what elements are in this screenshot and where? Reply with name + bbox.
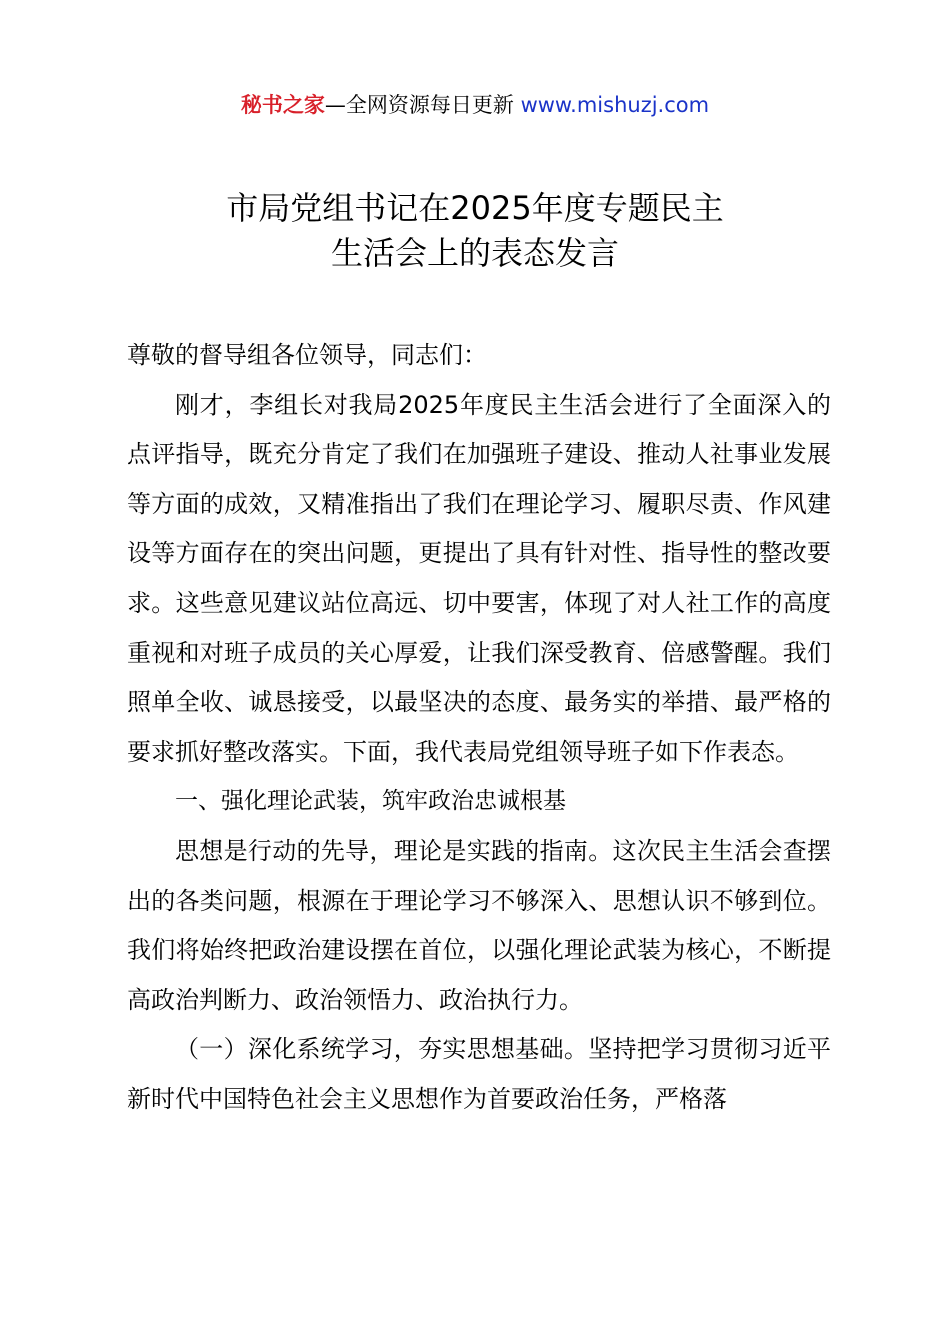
salutation: 尊敬的督导组各位领导，同志们： xyxy=(127,341,487,369)
title-line-1: 市局党组书记在2025年度专题民主 xyxy=(226,189,724,227)
document-title xyxy=(0,186,950,276)
section-heading-1: 一、强化理论武装，筑牢政治忠诚根基 xyxy=(175,788,566,815)
title-line-2: 生活会上的表态发言 xyxy=(330,234,619,272)
site-url-link[interactable]: www.mishuzj.com xyxy=(520,93,710,117)
paragraph-opening: 刚才，李组长对我局2025年度民主生活会进行了全面深入的点评指导，既充分肯定了我们在加强班子建设、推动人社事业发展等方面的成效，又精准指出了我们在理论学习、履职尽责、作风建设等方面存在的突出问题，更提出了具有针对性、指导性的整改要求。这些意见建议站位高远、切中要害，体现了对人社工作的高度重视和对班子成员的关心厚爱，让我们深受教育、倍感警醒。我们照单全收、诚恳接受，以最坚决的态度、最务实的举措、最严格的要求抓好整改落实。下面，我代表局党组领导班子如下作表态。 xyxy=(127,390,831,766)
document-body xyxy=(127,331,831,1125)
paragraph-section-1-intro: 思想是行动的先导，理论是实践的指南。这次民主生活会查摆出的各类问题，根源在于理论学习不够深入、思想认识不够到位。我们将始终把政治建设摆在首位，以强化理论武装为核心，不断提高政治判断力、政治领悟力、政治执行力。 xyxy=(127,836,831,1014)
paragraph-subsection-1: （一）深化系统学习，夯实思想基础。坚持把学习贯彻习近平新时代中国特色社会主义思想作为首要政治任务，严格落 xyxy=(127,1035,831,1113)
brand-name: 秘书之家 xyxy=(240,93,325,117)
site-header xyxy=(0,88,950,122)
header-tagline: —全网资源每日更新 xyxy=(324,93,514,117)
